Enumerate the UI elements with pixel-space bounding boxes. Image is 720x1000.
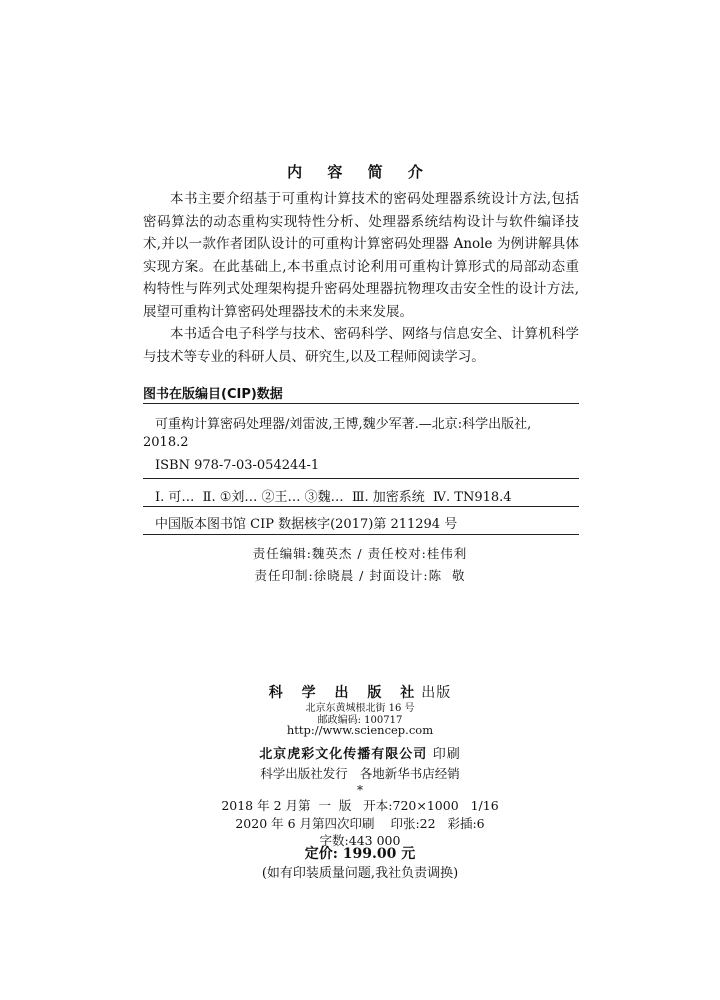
cip-classification: Ⅰ. 可… Ⅱ. ①刘… ②王… ③魏… Ⅲ. 加密系统 Ⅳ. TN918.4 bbox=[155, 490, 512, 505]
separator-star: * bbox=[357, 783, 363, 797]
cip-year-line: 2018.2 bbox=[143, 435, 189, 450]
publisher-address: 北京东黄城根北街 16 号 bbox=[305, 703, 415, 714]
distribution-line: 科学出版社发行 各地新华书店经销 bbox=[260, 766, 460, 781]
printer-name: 北京虎彩文化传播有限公司 bbox=[259, 747, 428, 762]
cip-top-rule bbox=[143, 403, 579, 404]
summary-body bbox=[143, 188, 579, 368]
publisher-url: http://www.sciencep.com bbox=[286, 723, 434, 737]
publisher-postcode: 邮政编码: 100717 bbox=[317, 715, 403, 726]
cip-heading: 图书在版编目(CIP)数据 bbox=[143, 387, 283, 402]
cip-mid-rule bbox=[143, 478, 579, 479]
price: 定价: 199.00 元 bbox=[304, 846, 416, 862]
cip-lower-rule bbox=[143, 506, 579, 507]
word-count: 字数:443 000 bbox=[319, 833, 401, 848]
printer-suffix: 印刷 bbox=[432, 747, 461, 762]
edition-line: 2018 年 2 月第 一 版 开本:720×1000 1/16 bbox=[221, 798, 499, 813]
production-credits: 责任印制:徐晓晨 / 封面设计:陈 敬 bbox=[254, 568, 466, 583]
cip-record-number: 中国版本图书馆 CIP 数据核字(2017)第 211294 号 bbox=[155, 517, 458, 532]
printer-line bbox=[0, 743, 720, 762]
publisher-name: 科 学 出 版 社 bbox=[268, 685, 422, 701]
editor-credits: 责任编辑:魏英杰 / 责任校对:桂伟利 bbox=[252, 546, 468, 561]
cip-bottom-rule bbox=[143, 534, 579, 535]
quality-note: (如有印装质量问题,我社负责调换) bbox=[261, 866, 459, 881]
cip-title-line: 可重构计算密码处理器/刘雷波,王博,魏少军著.—北京:科学出版社, bbox=[155, 417, 532, 432]
printing-line: 2020 年 6 月第四次印刷 印张:22 彩插:6 bbox=[235, 816, 485, 831]
summary-title: 内 容 简 介 bbox=[287, 163, 433, 181]
cip-isbn: ISBN 978-7-03-054244-1 bbox=[155, 458, 320, 473]
summary-paragraph-1: 本书主要介绍基于可重构计算技术的密码处理器系统设计方法,包括密码算法的动态重构实现特性分析、处理器系统结构设计与软件编译技术,并以一款作者团队设计的可重构计算密码处理器 Anole 为例讲解具体实现方案。在此基础上,本书重点讨论利用可重构计算形式的局部动态重构特性与阵列式处理架构提升密码处理器抗物理攻击安全性的设计方法,展望可重构计算密码处理器技术的未来发展。 bbox=[143, 191, 579, 320]
summary-paragraph-2: 本书适合电子科学与技术、密码科学、网络与信息安全、计算机科学与技术等专业的科研人员、研究生,以及工程师阅读学习。 bbox=[143, 326, 579, 365]
publisher-suffix: 出版 bbox=[421, 685, 452, 701]
